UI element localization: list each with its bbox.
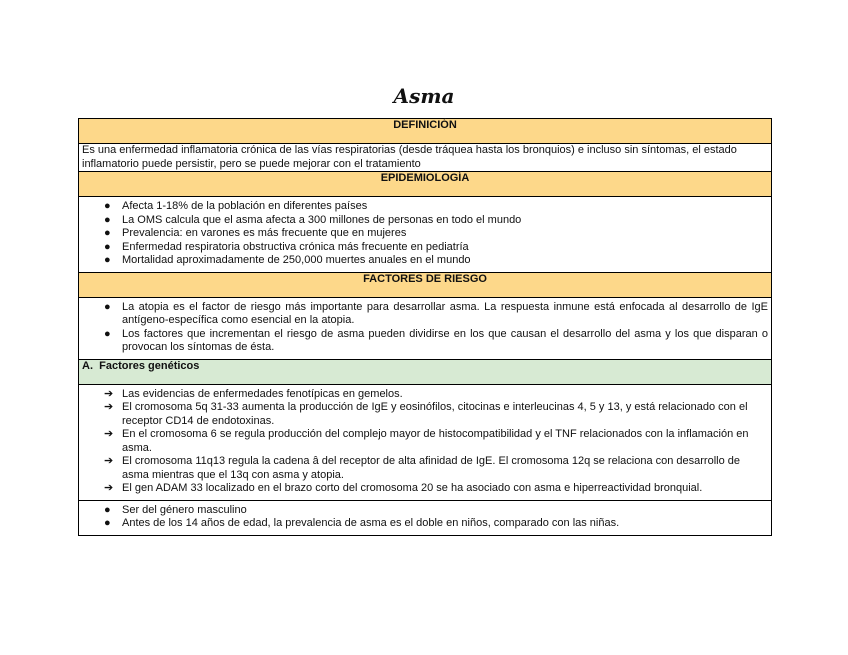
bullet-icon: ● bbox=[104, 300, 111, 313]
bullet-icon: ● bbox=[104, 200, 111, 212]
arrow-icon: ➔ bbox=[104, 482, 114, 494]
bullet-icon: ● bbox=[104, 240, 111, 253]
arrow-icon: ➔ bbox=[104, 387, 114, 400]
other-factors-row bbox=[79, 500, 772, 535]
list-item: ● Mortalidad aproximadamente de 250,000 muertes anuales en el mundo bbox=[104, 254, 471, 266]
list-item: ● Prevalencia: en varones es más frecuente que en mujeres bbox=[104, 227, 407, 239]
list-item: ● Antes de los 14 años de edad, la prevalencia de asma es el doble en niños, comparado con las niñas. bbox=[104, 517, 620, 529]
bullet-icon: ● bbox=[104, 227, 111, 239]
epidemiology-list bbox=[82, 200, 768, 268]
bullet-icon: ● bbox=[104, 213, 111, 226]
risk-factors-list bbox=[82, 301, 768, 355]
list-item: ➔ El gen ADAM 33 localizado en el brazo corto del cromosoma 20 se ha asociado con asma e hiperreactividad bronquial. bbox=[104, 482, 703, 494]
genetic-factors-list bbox=[82, 388, 768, 496]
bullet-icon: ● bbox=[104, 254, 111, 266]
epidemiology-row bbox=[79, 197, 772, 273]
list-item: ● La OMS calcula que el asma afecta a 300 millones de personas en todo el mundo bbox=[104, 213, 522, 226]
genetic-factors-row bbox=[79, 384, 772, 500]
arrow-icon: ➔ bbox=[104, 401, 114, 413]
genetic-factors-header-row bbox=[79, 359, 772, 384]
bullet-icon: ● bbox=[104, 503, 111, 516]
risk-factors-header: FACTORES DE RIESGO bbox=[79, 272, 772, 297]
arrow-icon: ➔ bbox=[104, 455, 114, 467]
definition-text: Es una enfermedad inflamatoria crónica de las vías respiratorias (desde tráquea hasta los bronquios) e incluso sin síntomas, el estado inflamatorio puede persistir, pero se puede mejorar con el tratamiento bbox=[79, 144, 772, 172]
asthma-summary-table bbox=[78, 118, 772, 536]
list-item: ● Ser del género masculino bbox=[104, 503, 247, 516]
risk-factors-row bbox=[79, 297, 772, 359]
list-item: ➔ El cromosoma 11q13 regula la cadena â del receptor de alta afinidad de IgE. El cromosoma 12q se relaciona con desarrollo de asma mientras que el 13q con asma y atopia. bbox=[104, 455, 740, 481]
list-item: ● Afecta 1-18% de la población en diferentes países bbox=[104, 200, 368, 212]
list-item: ➔ En el cromosoma 6 se regula producción del complejo mayor de histocompatibilidad y el TNF relacionados con la inflamación en asma. bbox=[104, 428, 749, 454]
list-item: ➔ Las evidencias de enfermedades fenotípicas en gemelos. bbox=[104, 387, 403, 400]
bullet-icon: ● bbox=[104, 517, 111, 529]
list-item: ● Enfermedad respiratoria obstructiva crónica más frecuente en pediatría bbox=[104, 240, 469, 253]
other-factors-list bbox=[82, 504, 768, 531]
risk-factors-header-row bbox=[79, 272, 772, 297]
document-title: Asma bbox=[393, 84, 455, 108]
list-item: ● Los factores que incrementan el riesgo de asma pueden dividirse en los que causan el desarrollo del asma y los que disparan o provocan los síntomas de ésta. bbox=[104, 327, 768, 353]
genetic-factors-header: Factores genéticos bbox=[99, 359, 200, 372]
definition-row bbox=[79, 144, 772, 172]
definition-header-row bbox=[79, 119, 772, 144]
definition-header: DEFINICIÓN bbox=[79, 119, 772, 144]
list-item: ● La atopia es el factor de riesgo más importante para desarrollar asma. La respuesta inmune está enfocada al desarrollo de IgE antígeno-específica como esencial en la atopia. bbox=[104, 300, 768, 326]
epidemiology-header-row bbox=[79, 172, 772, 197]
section-marker: A. bbox=[82, 359, 93, 372]
epidemiology-header: EPIDEMIOLOGÍA bbox=[79, 172, 772, 197]
arrow-icon: ➔ bbox=[104, 428, 114, 440]
list-item: ➔ El cromosoma 5q 31-33 aumenta la producción de IgE y eosinófilos, citocinas e interleucinas 4, 5 y 13, y está relacionado con el receptor CD14 de endotoxinas. bbox=[104, 401, 748, 427]
bullet-icon: ● bbox=[104, 327, 111, 340]
